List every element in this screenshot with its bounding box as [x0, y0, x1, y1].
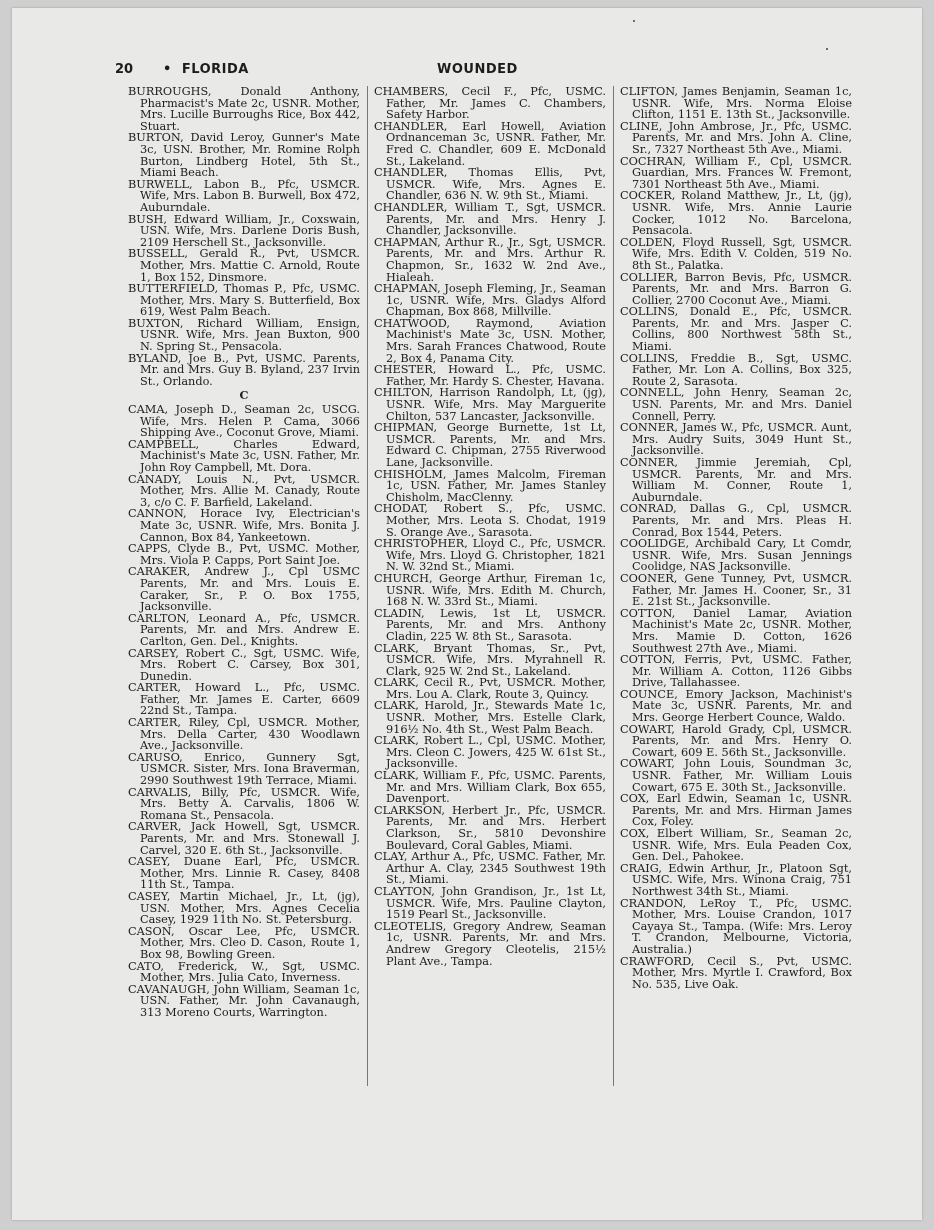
casualty-entry: CHATWOOD, Raymond, Aviation Machinist's Mate 3c, USN. Mother, Mrs. Sarah Frances Chatwood, Route 2, Box 4, Panama City.	[374, 316, 606, 365]
column-rule	[613, 86, 614, 1086]
casualty-entry: COLLINS, Donald E., Pfc, USMCR. Parents, Mr. and Mrs. Jasper C. Collins, 800 Northwest 58th St., Miami.	[620, 305, 852, 354]
casualty-entry: BURWELL, Labon B., Pfc, USMCR. Wife, Mrs. Labon B. Burwell, Box 472, Auburndale.	[128, 177, 360, 214]
casualty-entry: BYLAND, Joe B., Pvt, USMC. Parents, Mr. and Mrs. Guy B. Byland, 237 Irvin St., Orlando.	[128, 351, 360, 388]
casualty-entry: BUTTERFIELD, Thomas P., Pfc, USMC. Mother, Mrs. Mary S. Butterfield, Box 619, West Palm Beach.	[128, 282, 360, 319]
casualty-entry: CANNON, Horace Ivy, Electrician's Mate 3c, USNR. Wife, Mrs. Bonita J. Cannon, Box 84, Yankeetown.	[128, 507, 360, 544]
casualty-entry: CRANDON, LeRoy T., Pfc, USMC. Mother, Mrs. Louise Crandon, 1017 Cayaya St., Tampa. (Wife: Mrs. Leroy T. Crandon, Melbourne, Victoria, Australia.)	[620, 896, 852, 956]
casualty-entry: COWART, Harold Grady, Cpl, USMCR. Parents, Mr. and Mrs. Henry O. Cowart, 609 E. 56th St., Jacksonville.	[620, 722, 852, 759]
column-3	[620, 86, 852, 990]
casualty-entry: CAMPBELL, Charles Edward, Machinist's Mate 3c, USN. Father, Mr. John Roy Campbell, Mt. Dora.	[128, 437, 360, 474]
casualty-entry: BUSH, Edward William, Jr., Coxswain, USN. Wife, Mrs. Darlene Doris Bush, 2109 Herschell St., Jacksonville.	[128, 212, 360, 249]
casualty-entry: CATO, Frederick, W., Sgt, USMC. Mother, Mrs. Julia Cato, Inverness.	[128, 959, 360, 985]
casualty-entry: COOLIDGE, Archibald Cary, Lt Comdr, USNR. Wife, Mrs. Susan Jennings Coolidge, NAS Jacksonville.	[620, 537, 852, 574]
casualty-entry: CARVER, Jack Howell, Sgt, USMCR. Parents, Mr. and Mrs. Stonewall J. Carvel, 320 E. 6th St., Jacksonville.	[128, 820, 360, 857]
casualty-entry: CLIFTON, James Benjamin, Seaman 1c, USNR. Wife, Mrs. Norma Eloise Clifton, 1151 E. 13th St., Jacksonville.	[620, 85, 852, 122]
casualty-entry: CHISHOLM, James Malcolm, Fireman 1c, USN. Father, Mr. James Stanley Chisholm, MacClenny.	[374, 467, 606, 504]
casualty-entry: CONNER, James W., Pfc, USMCR. Aunt, Mrs. Audry Suits, 3049 Hunt St., Jacksonville.	[620, 421, 852, 458]
casualty-entry: CHODAT, Robert S., Pfc, USMC. Mother, Mrs. Leota S. Chodat, 1919 S. Orange Ave., Sarasota.	[374, 502, 606, 539]
casualty-entry: CHILTON, Harrison Randolph, Lt, (jg), USNR. Wife, Mrs. May Marguerite Chilton, 537 Lancaster, Jacksonville.	[374, 386, 606, 423]
casualty-entry: CLARK, Harold, Jr., Stewards Mate 1c, USNR. Mother, Mrs. Estelle Clark, 916½ No. 4th St., West Palm Beach.	[374, 699, 606, 736]
casualty-entry: BUSSELL, Gerald R., Pvt, USMCR. Mother, Mrs. Mattie C. Arnold, Route 1, Box 152, Dinsmore.	[128, 247, 360, 284]
casualty-entry: COTTON, Ferris, Pvt, USMC. Father, Mr. William A. Cotton, 1126 Gibbs Drive, Tallahassee.	[620, 653, 852, 690]
state-name	[163, 62, 249, 77]
casualty-entry: CASEY, Duane Earl, Pfc, USMCR. Mother, Mrs. Linnie R. Casey, 8408 11th St., Tampa.	[128, 855, 360, 892]
casualty-entry: CASEY, Martin Michael, Jr., Lt, (jg), USN. Mother, Mrs. Agnes Cecelia Casey, 1929 11th No. St. Petersburg.	[128, 889, 360, 927]
casualty-entry: CARAKER, Andrew J., Cpl USMC Parents, Mr. and Mrs. Louis E. Caraker, Sr., P. O. Box 1755, Jacksonville.	[128, 565, 360, 614]
casualty-entry: CHAMBERS, Cecil F., Pfc, USMC. Father, Mr. James C. Chambers, Safety Harbor.	[374, 85, 606, 122]
casualty-entry: COCHRAN, William F., Cpl, USMCR. Guardian, Mrs. Frances W. Fremont, 7301 Northeast 5th Ave., Miami.	[620, 154, 852, 191]
casualty-entry: BURTON, David Leroy, Gunner's Mate 3c, USN. Brother, Mr. Romine Rolph Burton, Lindberg Hotel, 5th St., Miami Beach.	[128, 131, 360, 180]
column-2	[374, 86, 606, 967]
casualty-entry: CLARK, William F., Pfc, USMC. Parents, Mr. and Mrs. William Clark, Box 655, Davenport.	[374, 769, 606, 806]
page-number: 20	[115, 62, 134, 77]
bullet: •	[163, 62, 172, 77]
page-header	[115, 62, 855, 82]
casualty-entry: CHIPMAN, George Burnette, 1st Lt, USMCR. Parents, Mr. and Mrs. Edward C. Chipman, 2755 Riverwood Lane, Jacksonville.	[374, 421, 606, 469]
casualty-entry: CLARK, Bryant Thomas, Sr., Pvt, USMCR. Wife, Mrs. Myrahnell R. Clark, 925 W. 2nd St., Lakeland.	[374, 641, 606, 678]
casualty-entry: CARTER, Riley, Cpl, USMCR. Mother, Mrs. Della Carter, 430 Woodlawn Ave., Jacksonville.	[128, 716, 360, 753]
letter-heading: C	[239, 388, 249, 403]
casualty-entry: COX, Elbert William, Sr., Seaman 2c, USNR. Wife, Mrs. Eula Peaden Cox, Gen. Del., Pahokee.	[620, 827, 852, 864]
casualty-entry: CAMA, Joseph D., Seaman 2c, USCG. Wife, Mrs. Helen P. Cama, 3066 Shipping Ave., Coconut Grove, Miami.	[128, 403, 360, 440]
casualty-entry: CLARK, Cecil R., Pvt, USMCR. Mother, Mrs. Lou A. Clark, Route 3, Quincy.	[374, 676, 606, 701]
casualty-entry: CHANDLER, William T., Sgt, USMCR. Parents, Mr. and Mrs. Henry J. Chandler, Jacksonville.	[374, 200, 606, 238]
casualty-entry: CARTER, Howard L., Pfc, USMC. Father, Mr. James E. Carter, 6609 22nd St., Tampa.	[128, 681, 360, 718]
casualty-entry: COLDEN, Floyd Russell, Sgt, USMCR. Wife, Mrs. Edith V. Colden, 519 No. 8th St., Palatka.	[620, 235, 852, 272]
casualty-entry: COUNCE, Emory Jackson, Machinist's Mate 3c, USNR. Parents, Mr. and Mrs. George Herbert Counce, Waldo.	[620, 687, 852, 725]
casualty-entry: CASON, Oscar Lee, Pfc, USMCR. Mother, Mrs. Cleo D. Cason, Route 1, Box 98, Bowling Green.	[128, 924, 360, 961]
casualty-entry: COX, Earl Edwin, Seaman 1c, USNR. Parents, Mr. and Mrs. Hirman James Cox, Foley.	[620, 792, 852, 829]
casualty-entry: CLEOTELIS, Gregory Andrew, Seaman 1c, USNR. Parents, Mr. and Mrs. Andrew Gregory Cleotelis, 215½ Plant Ave., Tampa.	[374, 919, 606, 968]
casualty-entry: CAPPS, Clyde B., Pvt, USMC. Mother, Mrs. Viola P. Capps, Port Saint Joe.	[128, 542, 360, 567]
state-label: FLORIDA	[181, 62, 249, 77]
casualty-entry: COWART, John Louis, Soundman 3c, USNR. Father, Mr. William Louis Cowart, 675 E. 30th St., Jacksonville.	[620, 757, 852, 794]
column-rule	[367, 86, 368, 1086]
casualty-entry: CHESTER, Howard L., Pfc, USMC. Father, Mr. Hardy S. Chester, Havana.	[374, 363, 606, 388]
speck	[633, 20, 635, 22]
casualty-entry: CRAWFORD, Cecil S., Pvt, USMC. Mother, Mrs. Myrtle I. Crawford, Box No. 535, Live Oak.	[620, 954, 852, 991]
casualty-entry: BUXTON, Richard William, Ensign, USNR. Wife, Mrs. Jean Buxton, 900 N. Spring St., Pensacola.	[128, 316, 360, 354]
casualty-entry: CARVALIS, Billy, Pfc, USMCR. Wife, Mrs. Betty A. Carvalis, 1806 W. Romana St., Pensacola.	[128, 785, 360, 822]
casualty-entry: CLARK, Robert L., Cpl, USMC. Mother, Mrs. Cleon C. Jowers, 425 W. 61st St., Jacksonville.	[374, 734, 606, 771]
casualty-entry: CARSEY, Robert C., Sgt, USMC. Wife, Mrs. Robert C. Carsey, Box 301, Dunedin.	[128, 646, 360, 683]
casualty-entry: CHANDLER, Thomas Ellis, Pvt, USMCR. Wife, Mrs. Agnes E. Chandler, 636 N. W. 9th St., Miami.	[374, 166, 606, 203]
column-1	[128, 86, 360, 1019]
casualty-entry: CHAPMAN, Joseph Fleming, Jr., Seaman 1c, USNR. Wife, Mrs. Gladys Alford Chapman, Box 868, Millville.	[374, 282, 606, 319]
speck	[826, 48, 828, 50]
entry-list	[128, 404, 360, 1018]
casualty-entry: CHAPMAN, Arthur R., Jr., Sgt, USMCR. Parents, Mr. and Mrs. Arthur R. Chapmon, Sr., 1632 W. 2nd Ave., Hialeah.	[374, 235, 606, 284]
casualty-entry: COCKER, Roland Matthew, Jr., Lt, (jg), USNR. Wife, Mrs. Annie Laurie Cocker, 1012 No. Barcelona, Pensacola.	[620, 189, 852, 238]
casualty-entry: CONRAD, Dallas G., Cpl, USMCR. Parents, Mr. and Mrs. Pleas H. Conrad, Box 1544, Peters.	[620, 502, 852, 539]
casualty-entry: COTTON, Daniel Lamar, Aviation Machinist's Mate 2c, USNR. Mother, Mrs. Mamie D. Cotton, 1626 Southwest 27th Ave., Miami.	[620, 606, 852, 655]
casualty-entry: COLLINS, Freddie B., Sgt, USMC. Father, Mr. Lon A. Collins, Box 325, Route 2, Sarasota.	[620, 351, 852, 388]
casualty-entry: CLAYTON, John Grandison, Jr., 1st Lt, USMCR. Wife, Mrs. Pauline Clayton, 1519 Pearl St., Jacksonville.	[374, 884, 606, 922]
casualty-entry: CAVANAUGH, John William, Seaman 1c, USN. Father, Mr. John Cavanaugh, 313 Moreno Courts, Warrington.	[128, 982, 360, 1019]
casualty-entry: CARLTON, Leonard A., Pfc, USMCR. Parents, Mr. and Mrs. Andrew E. Carlton, Gen. Del., Knights.	[128, 611, 360, 648]
casualty-entry: COONER, Gene Tunney, Pvt, USMCR. Father, Mr. James H. Cooner, Sr., 31 E. 21st St., Jacksonville.	[620, 571, 852, 609]
casualty-entry: CHRISTOPHER, Lloyd C., Pfc, USMCR. Wife, Mrs. Lloyd G. Christopher, 1821 N. W. 32nd St., Miami.	[374, 537, 606, 574]
entry-list	[620, 86, 852, 990]
casualty-entry: COLLIER, Barron Bevis, Pfc, USMCR. Parents, Mr. and Mrs. Barron G. Collier, 2700 Coconut Ave., Miami.	[620, 270, 852, 307]
casualty-entry: CONNER, Jimmie Jeremiah, Cpl, USMCR. Parents, Mr. and Mrs. William M. Conner, Route 1, Auburndale.	[620, 456, 852, 504]
casualty-entry: CARUSO, Enrico, Gunnery Sgt, USMCR. Sister, Mrs. Iona Braverman, 2990 Southwest 19th Terrace, Miami.	[128, 750, 360, 788]
casualty-entry: CLINE, John Ambrose, Jr., Pfc, USMC. Parents, Mr. and Mrs. John A. Cline, Sr., 7327 Northeast 5th Ave., Miami.	[620, 119, 852, 156]
casualty-entry: CLARKSON, Herbert Jr., Pfc, USMCR. Parents, Mr. and Mrs. Herbert Clarkson, Sr., 5810 Devonshire Boulevard, Coral Gables, Miami.	[374, 803, 606, 852]
section-title: WOUNDED	[437, 62, 518, 77]
casualty-entry: CLADIN, Lewis, 1st Lt, USMCR. Parents, Mr. and Mrs. Anthony Cladin, 225 W. 8th St., Sarasota.	[374, 606, 606, 643]
entry-list	[128, 86, 360, 387]
casualty-entry: CONNELL, John Henry, Seaman 2c, USN. Parents, Mr. and Mrs. Daniel Connell, Perry.	[620, 386, 852, 423]
entry-list	[374, 86, 606, 967]
casualty-entry: CHANDLER, Earl Howell, Aviation Ordnanceman 3c, USNR. Father, Mr. Fred C. Chandler, 609 E. McDonald St., Lakeland.	[374, 119, 606, 168]
casualty-entry: BURROUGHS, Donald Anthony, Pharmacist's Mate 2c, USNR. Mother, Mrs. Lucille Burroughs Rice, Box 442, Stuart.	[128, 85, 360, 133]
casualty-entry: CHURCH, George Arthur, Fireman 1c, USNR. Wife, Mrs. Edith M. Church, 168 N. W. 33rd St., Miami.	[374, 571, 606, 609]
casualty-entry: CANADY, Louis N., Pvt, USMCR. Mother, Mrs. Allie M. Canady, Route 3, c/o C. F. Barfield, Lakeland.	[128, 472, 360, 509]
casualty-entry: CRAIG, Edwin Arthur, Jr., Platoon Sgt, USMC. Wife, Mrs. Winona Craig, 751 Northwest 34th St., Miami.	[620, 861, 852, 898]
casualty-entry: CLAY, Arthur A., Pfc, USMC. Father, Mr. Arthur A. Clay, 2345 Southwest 19th St., Miami.	[374, 850, 606, 887]
